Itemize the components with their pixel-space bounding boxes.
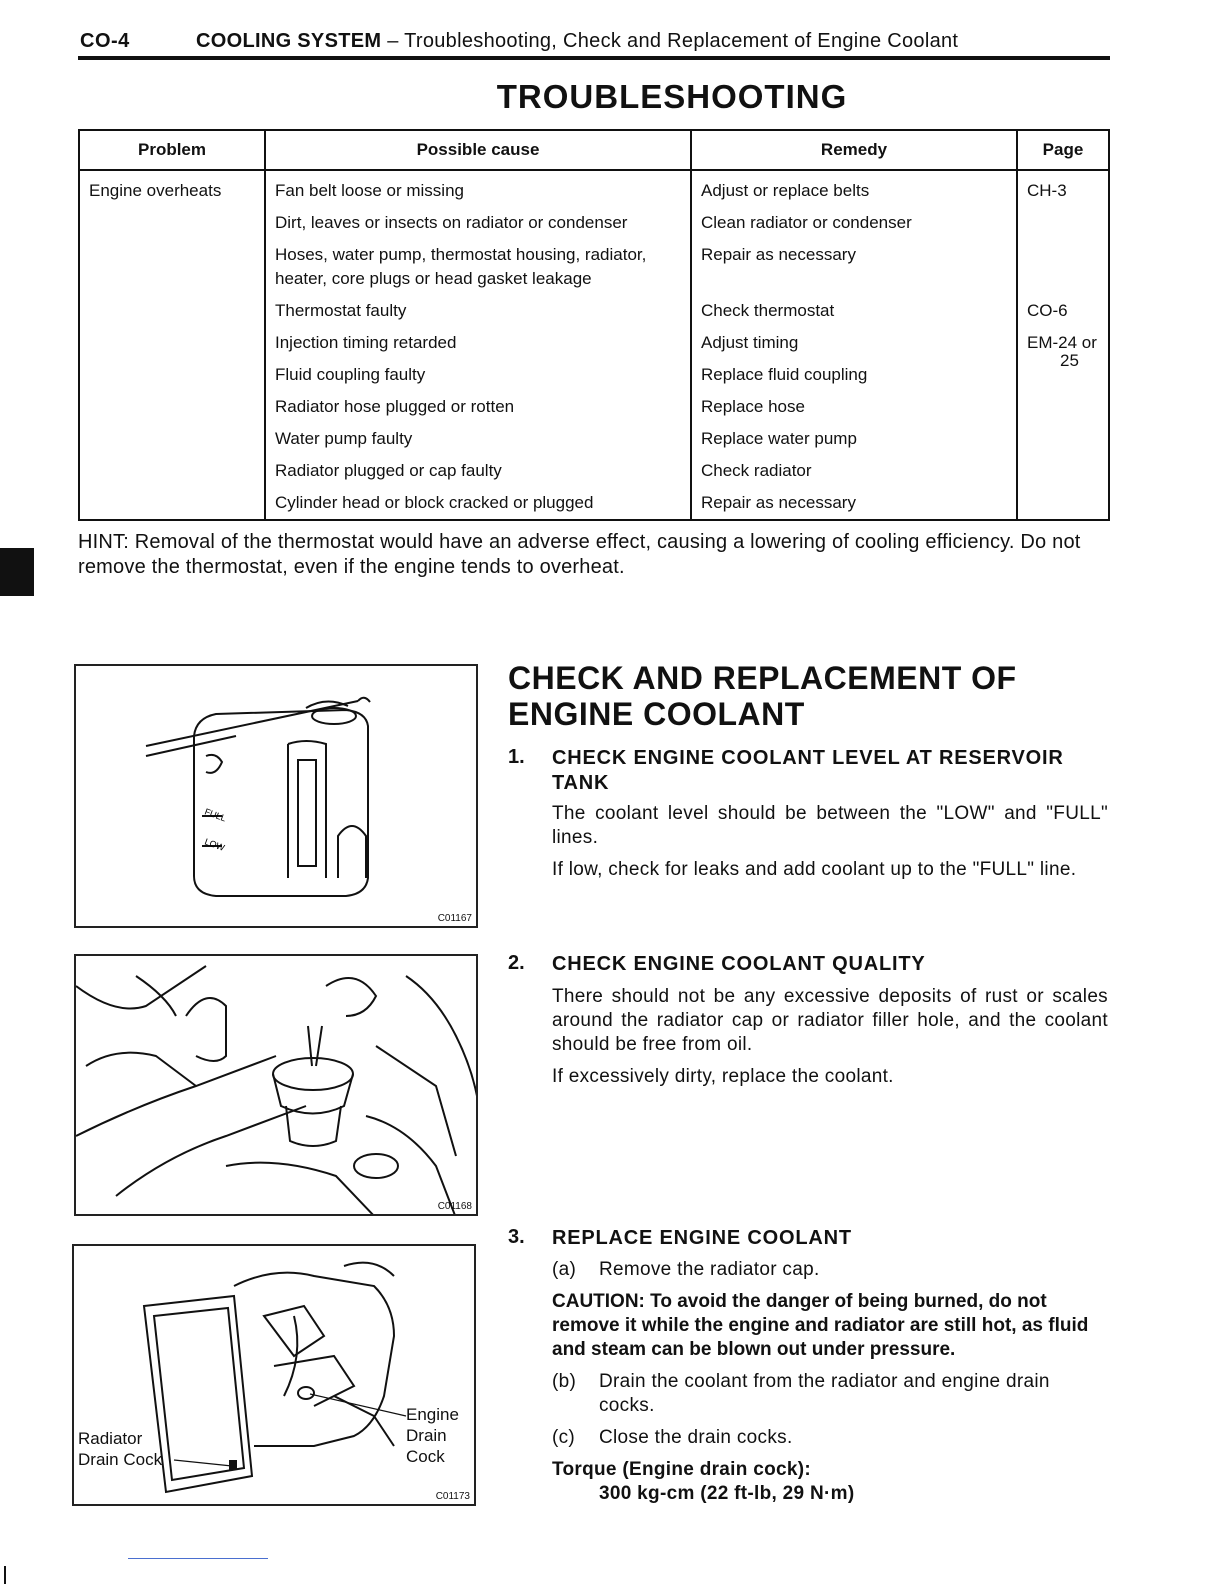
cause-item: Fluid coupling faulty	[275, 365, 426, 384]
page-ref: EM-24 or	[1027, 333, 1097, 352]
cause-item: Injection timing retarded	[275, 333, 457, 352]
step-2-number: 2.	[508, 952, 525, 974]
remedy-item: Check thermostat	[701, 301, 835, 320]
figure-code: C01167	[437, 913, 472, 924]
scan-line	[128, 1558, 268, 1559]
troubleshooting-title: TROUBLESHOOTING	[496, 78, 848, 115]
remedy-cell	[691, 170, 1017, 520]
header-rule	[78, 56, 1110, 60]
remedy-item: Adjust or replace belts	[701, 181, 870, 200]
step-1-heading: CHECK ENGINE COOLANT LEVEL AT RESERVOIR TANK	[552, 747, 1064, 794]
step-3c-text: Close the drain cocks.	[599, 1427, 793, 1448]
section-header	[196, 30, 958, 53]
troubleshooting-table	[78, 129, 1110, 521]
cause-item: Cylinder head or block cracked or plugged	[275, 493, 594, 512]
torque-value: 300 kg-cm (22 ft-lb, 29 N·m)	[599, 1483, 855, 1504]
column-header-remedy: Remedy	[691, 130, 1017, 170]
side-tab-marker	[0, 548, 34, 596]
remedy-item: Replace water pump	[701, 429, 857, 448]
column-header-cause: Possible cause	[265, 130, 691, 170]
step-3b-text: Drain the coolant from the radiator and engine drain cocks.	[599, 1371, 1050, 1416]
cause-item: Radiator plugged or cap faulty	[275, 461, 502, 480]
page-cell	[1017, 170, 1109, 520]
figure-code: C01168	[437, 1201, 472, 1212]
remedy-item: Clean radiator or condenser	[701, 213, 912, 232]
figure-drain-cocks	[72, 1244, 476, 1506]
problem-text: Engine overheats	[89, 181, 222, 200]
step-2-paragraph-2: If excessively dirty, replace the coolant.	[552, 1066, 894, 1087]
page-ref: CO-6	[1027, 301, 1068, 320]
cause-item: Hoses, water pump, thermostat housing, radiator, heater, core plugs or head gasket leakage	[275, 245, 647, 288]
remedy-item: Repair as necessary	[701, 493, 856, 512]
cause-item: Water pump faulty	[275, 429, 413, 448]
page-ref: 25	[1060, 351, 1079, 370]
cause-item: Thermostat faulty	[275, 301, 407, 320]
low-mark: LOW	[203, 836, 227, 853]
step-2-paragraph-1: There should not be any excessive deposits of rust or scales around the radiator cap or radiator filler hole, and the coolant should be free from oil.	[552, 986, 1108, 1055]
table-header-row	[79, 130, 1109, 170]
step-3-heading: REPLACE ENGINE COOLANT	[552, 1227, 852, 1249]
scan-mark	[4, 1566, 6, 1584]
column-header-page: Page	[1017, 130, 1109, 170]
step-2-heading: CHECK ENGINE COOLANT QUALITY	[552, 953, 926, 975]
figure-code: C01173	[435, 1491, 470, 1502]
column-header-problem: Problem	[79, 130, 265, 170]
step-3a-text: Remove the radiator cap.	[599, 1259, 820, 1280]
cause-item: Fan belt loose or missing	[275, 181, 464, 200]
step-1-number: 1.	[508, 746, 525, 768]
remedy-item: Adjust timing	[701, 333, 799, 352]
remedy-item: Replace fluid coupling	[701, 365, 868, 384]
step-1-paragraph-2: If low, check for leaks and add coolant up to the "FULL" line.	[552, 859, 1077, 880]
step-3b-label: (b)	[552, 1371, 577, 1392]
radiator-filler-illustration	[76, 956, 478, 1216]
remedy-item: Check radiator	[701, 461, 812, 480]
figure-reservoir-tank	[74, 664, 478, 928]
figure-coolant-quality	[74, 954, 478, 1216]
remedy-item: Replace hose	[701, 397, 805, 416]
table-row	[79, 170, 1109, 520]
caution-text: CAUTION: To avoid the danger of being burned, do not remove it while the engine and radiator are still hot, as fluid and steam can be blown out under pressure.	[552, 1291, 1089, 1360]
full-mark: FULL	[203, 806, 228, 824]
remedy-item: Repair as necessary	[701, 245, 856, 264]
page-number: CO-4	[80, 30, 130, 52]
section-title: CHECK AND REPLACEMENT OF ENGINE COOLANT	[508, 660, 1017, 732]
radiator-drain-cock	[229, 1460, 237, 1470]
section-subtitle: – Troubleshooting, Check and Replacement of Engine Coolant	[387, 30, 959, 52]
step-3c-label: (c)	[552, 1427, 576, 1448]
problem-cell	[79, 170, 265, 520]
step-3-number: 3.	[508, 1226, 525, 1248]
step-1-paragraph-1: The coolant level should be between the "LOW" and "FULL" lines.	[552, 803, 1108, 848]
hint-text: HINT: Removal of the thermostat would have an adverse effect, causing a lowering of cooling efficiency. Do not remove the thermostat, even if the engine tends to overheat.	[78, 531, 1081, 578]
step-3a-label: (a)	[552, 1259, 577, 1280]
radiator-drain-cock-label: Radiator Drain Cock	[78, 1429, 163, 1469]
page-ref: CH-3	[1027, 181, 1067, 200]
cause-item: Dirt, leaves or insects on radiator or condenser	[275, 213, 628, 232]
reservoir-tank-illustration	[76, 666, 478, 928]
cause-item: Radiator hose plugged or rotten	[275, 397, 515, 416]
cause-cell	[265, 170, 691, 520]
torque-label: Torque (Engine drain cock):	[552, 1459, 811, 1480]
section-name: COOLING SYSTEM	[196, 30, 382, 52]
engine-drain-cock-label: Engine Drain Cock	[406, 1405, 459, 1466]
